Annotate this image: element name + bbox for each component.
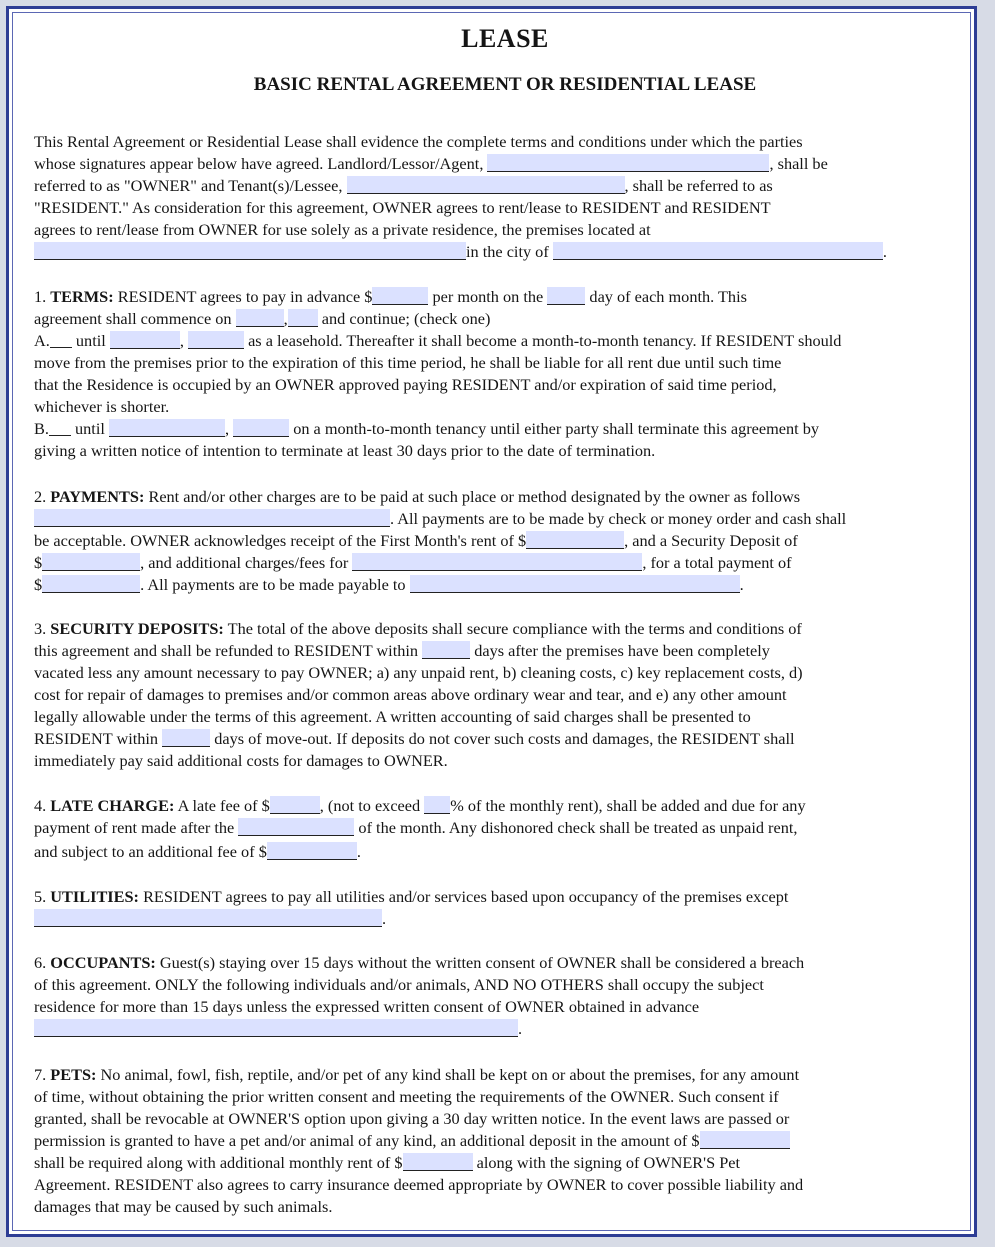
dishonored-check-fee-field[interactable] xyxy=(267,842,357,860)
pets-text: along with the signing of OWNER'S Pet xyxy=(476,1153,741,1172)
deposits-line: legally allowable under the terms of this agreement. A written accounting of said charges shall be presented to xyxy=(34,707,751,726)
late-text: and subject to an additional fee of $ xyxy=(34,842,267,861)
late-fee-percent-field[interactable] xyxy=(424,796,450,814)
intro-line: agrees to rent/lease from OWNER for use solely as a private residence, the premises located at xyxy=(34,220,651,239)
terms-section xyxy=(34,286,948,462)
section-heading: PETS: xyxy=(50,1065,97,1084)
occupants-section xyxy=(34,952,948,1040)
terms-text: until xyxy=(75,419,105,438)
intro-section xyxy=(34,131,948,263)
late-charge-section xyxy=(34,795,948,863)
pet-deposit-field[interactable] xyxy=(700,1131,790,1149)
security-deposit-field[interactable] xyxy=(42,553,140,571)
terms-text: per month on the xyxy=(432,287,544,306)
late-text: % of the monthly rent), shall be added and due for any xyxy=(450,796,806,815)
pets-line: Agreement. RESIDENT also agrees to carry insurance deemed appropriate by OWNER to cover possible liability and xyxy=(34,1175,804,1194)
refund-days-field[interactable] xyxy=(422,641,470,659)
payments-text: , and additional charges/fees for xyxy=(140,553,349,572)
total-payment-field[interactable] xyxy=(42,575,140,593)
city-field[interactable] xyxy=(553,242,883,260)
option-a-checkbox[interactable] xyxy=(50,333,72,348)
intro-text: , shall be referred to as xyxy=(624,176,773,195)
late-text: , (not to exceed xyxy=(319,796,421,815)
payments-text: . All payments are to be made payable to xyxy=(140,575,406,594)
utilities-text: RESIDENT agrees to pay all utilities and/or services based upon occupancy of the premises except xyxy=(143,887,789,906)
tenant-name-field[interactable] xyxy=(347,176,625,194)
occupants-text: . xyxy=(518,1019,523,1038)
section-number: 4. xyxy=(34,796,47,815)
pet-monthly-rent-field[interactable] xyxy=(403,1153,473,1171)
pets-line: damages that may be caused by such animals. xyxy=(34,1197,333,1216)
intro-text: whose signatures appear below have agreed. Landlord/Lessor/Agent, xyxy=(34,154,484,173)
landlord-name-field[interactable] xyxy=(487,154,769,172)
payments-text: $ xyxy=(34,575,43,594)
late-fee-field[interactable] xyxy=(270,796,320,814)
first-month-rent-field[interactable] xyxy=(526,531,624,549)
payments-text: $ xyxy=(34,553,43,572)
option-a-label: A. xyxy=(34,331,50,350)
occupants-line: of this agreement. ONLY the following individuals and/or animals, AND NO OTHERS shall occupy the subject xyxy=(34,975,764,994)
payments-section xyxy=(34,486,948,596)
deposits-text: The total of the above deposits shall secure compliance with the terms and conditions of xyxy=(227,619,802,638)
terms-text: RESIDENT agrees to pay in advance $ xyxy=(117,287,373,306)
terms-text: agreement shall commence on xyxy=(34,309,232,328)
late-text: A late fee of $ xyxy=(177,796,270,815)
terms-text: , xyxy=(283,309,288,328)
section-heading: LATE CHARGE: xyxy=(50,796,175,815)
premises-address-field[interactable] xyxy=(34,242,466,260)
section-number: 5. xyxy=(34,887,47,906)
terms-line: whichever is shorter. xyxy=(34,397,170,416)
utilities-section xyxy=(34,886,948,930)
terms-text: until xyxy=(75,331,106,350)
payments-text: , for a total payment of xyxy=(642,553,792,572)
section-heading: TERMS: xyxy=(50,287,114,306)
commence-date-field[interactable] xyxy=(236,309,284,327)
utilities-text: . xyxy=(382,909,387,928)
intro-line: This Rental Agreement or Residential Lease shall evidence the complete terms and conditions under which the parties xyxy=(34,132,803,151)
intro-text: in the city of xyxy=(466,242,549,261)
terms-line: that the Residence is occupied by an OWNER approved paying RESIDENT and/or expiration of said time period, xyxy=(34,375,777,394)
section-heading: OCCUPANTS: xyxy=(50,953,156,972)
utilities-exceptions-field[interactable] xyxy=(34,909,382,927)
pets-text: shall be required along with additional monthly rent of $ xyxy=(34,1153,403,1172)
document-title: LEASE xyxy=(461,24,549,53)
terms-text: on a month-to-month tenancy until either party shall terminate this agreement by xyxy=(293,419,820,438)
intro-text: referred to as "OWNER" and Tenant(s)/Lessee, xyxy=(34,176,343,195)
lease-page xyxy=(34,24,948,1216)
payments-text: be acceptable. OWNER acknowledges receipt of the First Month's rent of $ xyxy=(34,531,527,550)
section-heading: SECURITY DEPOSITS: xyxy=(50,619,224,638)
deposits-line: immediately pay said additional costs for damages to OWNER. xyxy=(34,751,448,770)
document-subtitle: BASIC RENTAL AGREEMENT OR RESIDENTIAL LEASE xyxy=(253,74,757,95)
payments-text: , and a Security Deposit of xyxy=(624,531,798,550)
monthly-start-year-field[interactable] xyxy=(233,419,289,437)
monthly-rent-field[interactable] xyxy=(372,287,428,305)
section-number: 2. xyxy=(34,487,47,506)
move-out-days-field[interactable] xyxy=(162,729,210,747)
pets-line: of time, without obtaining the prior written consent and meeting the requirements of the OWNER. Such consent if xyxy=(34,1087,779,1106)
late-after-day-field[interactable] xyxy=(238,818,354,836)
payable-to-field[interactable] xyxy=(410,575,740,593)
late-text: of the month. Any dishonored check shall be treated as unpaid rent, xyxy=(358,818,798,837)
option-b-label: B. xyxy=(34,419,49,438)
intro-text: . xyxy=(882,242,887,261)
pets-line: granted, shall be revocable at OWNER'S option upon giving a 30 day written notice. In the event laws are passed or xyxy=(34,1109,790,1128)
terms-text: and continue; (check one) xyxy=(321,309,491,328)
occupants-text: Guest(s) staying over 15 days without the written consent of OWNER shall be considered a breach xyxy=(159,953,805,972)
section-number: 7. xyxy=(34,1065,47,1084)
section-number: 1. xyxy=(34,287,47,306)
late-text: payment of rent made after the xyxy=(34,818,235,837)
deposits-text: this agreement and shall be refunded to RESIDENT within xyxy=(34,641,419,660)
pets-section xyxy=(34,1064,948,1218)
payments-text: Rent and/or other charges are to be paid at such place or method designated by the owner as follows xyxy=(148,487,801,506)
payments-text: . All payments are to be made by check or money order and cash shall xyxy=(390,509,847,528)
leasehold-end-year-field[interactable] xyxy=(188,331,244,349)
deposits-text: RESIDENT within xyxy=(34,729,159,748)
section-number: 6. xyxy=(34,953,47,972)
deposits-text: days after the premises have been completely xyxy=(474,641,770,660)
monthly-start-date-field[interactable] xyxy=(109,419,225,437)
occupants-line: residence for more than 15 days unless the expressed written consent of OWNER obtained in advance xyxy=(34,997,700,1016)
intro-line: "RESIDENT." As consideration for this agreement, OWNER agrees to rent/lease to RESIDENT and RESIDENT xyxy=(34,198,771,217)
section-heading: PAYMENTS: xyxy=(50,487,145,506)
deposits-line: cost for repair of damages to premises and/or common areas above ordinary wear and tear, and e) any other amount xyxy=(34,685,787,704)
deposits-text: days of move-out. If deposits do not cover such costs and damages, the RESIDENT shall xyxy=(214,729,795,748)
section-number: 3. xyxy=(34,619,47,638)
terms-text: , xyxy=(179,331,184,350)
terms-text: , xyxy=(224,419,230,438)
security-deposits-section xyxy=(34,618,948,772)
intro-text: , shall be xyxy=(769,154,828,173)
additional-fees-field[interactable] xyxy=(352,553,642,571)
payments-text: . xyxy=(739,575,744,594)
section-heading: UTILITIES: xyxy=(50,887,139,906)
permitted-occupants-field[interactable] xyxy=(34,1019,518,1037)
deposits-line: vacated less any amount necessary to pay OWNER; a) any unpaid rent, b) cleaning costs, c) key replacement costs, d) xyxy=(34,663,803,682)
payment-method-field[interactable] xyxy=(34,509,390,527)
late-text: . xyxy=(356,842,361,861)
terms-text: as a leasehold. Thereafter it shall become a month-to-month tenancy. If RESIDENT should xyxy=(248,331,842,350)
leasehold-end-date-field[interactable] xyxy=(110,331,180,349)
rent-due-day-field[interactable] xyxy=(547,287,585,305)
terms-line: move from the premises prior to the expiration of this time period, he shall be liable for all rent due until such time xyxy=(34,353,782,372)
terms-text: day of each month. This xyxy=(589,287,747,306)
pets-text: permission is granted to have a pet and/or animal of any kind, an additional deposit in the amount of $ xyxy=(34,1131,700,1150)
option-b-checkbox[interactable] xyxy=(49,421,71,436)
commence-year-field[interactable] xyxy=(288,309,318,327)
terms-line: giving a written notice of intention to terminate at least 30 days prior to the date of termination. xyxy=(34,441,656,460)
pets-text: No animal, fowl, fish, reptile, and/or pet of any kind shall be kept on or about the premises, for any amount xyxy=(100,1065,800,1084)
